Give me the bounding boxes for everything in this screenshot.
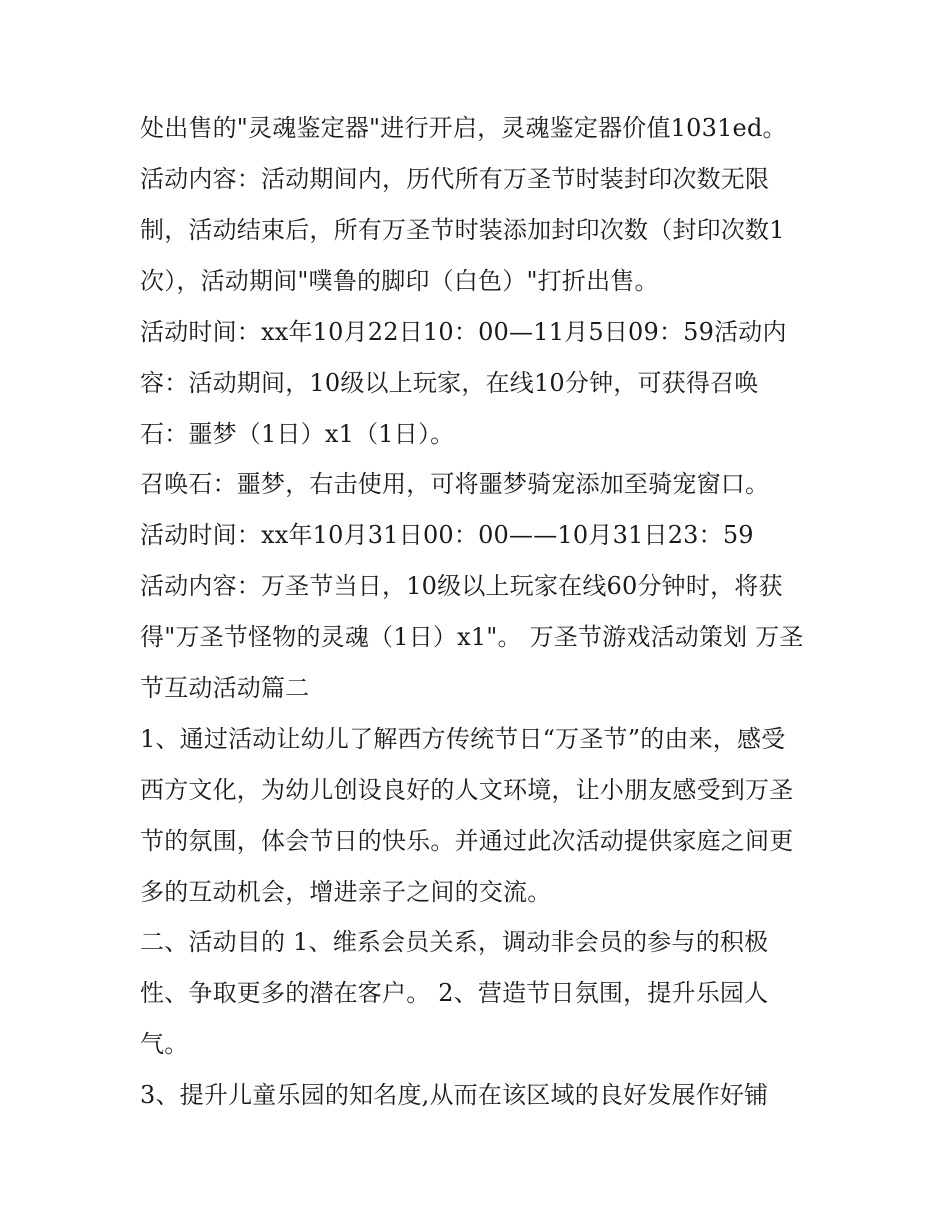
text-line: 制，活动结束后，所有万圣节时装添加封印次数（封印次数1 bbox=[140, 216, 785, 244]
text-line: 西方文化，为幼儿创设良好的人文环境，让小朋友感受到万圣 bbox=[140, 776, 794, 804]
text-line: 次），活动期间"噗鲁的脚印（白色）"打折出售。 bbox=[140, 267, 659, 295]
text-line: 得"万圣节怪物的灵魂（1日）x1"。 万圣节游戏活动策划 万圣 bbox=[140, 623, 804, 651]
text-line: 活动时间：xx年10月31日00：00——10月31日23：59 bbox=[140, 521, 754, 549]
text-line: 多的互动机会，增进亲子之间的交流。 bbox=[140, 878, 552, 906]
text-line: 容：活动期间，10级以上玩家，在线10分钟，可获得召唤 bbox=[140, 369, 759, 397]
text-line: 召唤石：噩梦，右击使用，可将噩梦骑宠添加至骑宠窗口。 bbox=[140, 470, 770, 498]
text-line: 1、通过活动让幼儿了解西方传统节日“万圣节”的由来，感受 bbox=[140, 725, 786, 753]
text-line: 节互动活动篇二 bbox=[140, 674, 310, 702]
text-line: 活动内容：活动期间内，历代所有万圣节时装封印次数无限 bbox=[140, 165, 770, 193]
text-line: 气。 bbox=[140, 1030, 189, 1058]
text-line: 石：噩梦（1日）x1（1日）。 bbox=[140, 420, 455, 448]
text-line: 活动内容：万圣节当日，10级以上玩家在线60分钟时，将获 bbox=[140, 572, 783, 600]
text-line: 性、争取更多的潜在客户。 2、营造节日氛围，提升乐园人 bbox=[140, 979, 769, 1007]
text-line: 二、活动目的 1、维系会员关系，调动非会员的参与的积极 bbox=[140, 928, 769, 956]
text-line: 活动时间：xx年10月22日10：00—11月5日09：59活动内 bbox=[140, 318, 787, 346]
text-line: 3、提升儿童乐园的知名度,从而在该区域的良好发展作好铺 bbox=[140, 1081, 769, 1109]
text-line: 处出售的"灵魂鉴定器"进行开启，灵魂鉴定器价值1031ed。 bbox=[140, 114, 787, 142]
text-line: 节的氛围，体会节日的快乐。并通过此次活动提供家庭之间更 bbox=[140, 827, 794, 855]
